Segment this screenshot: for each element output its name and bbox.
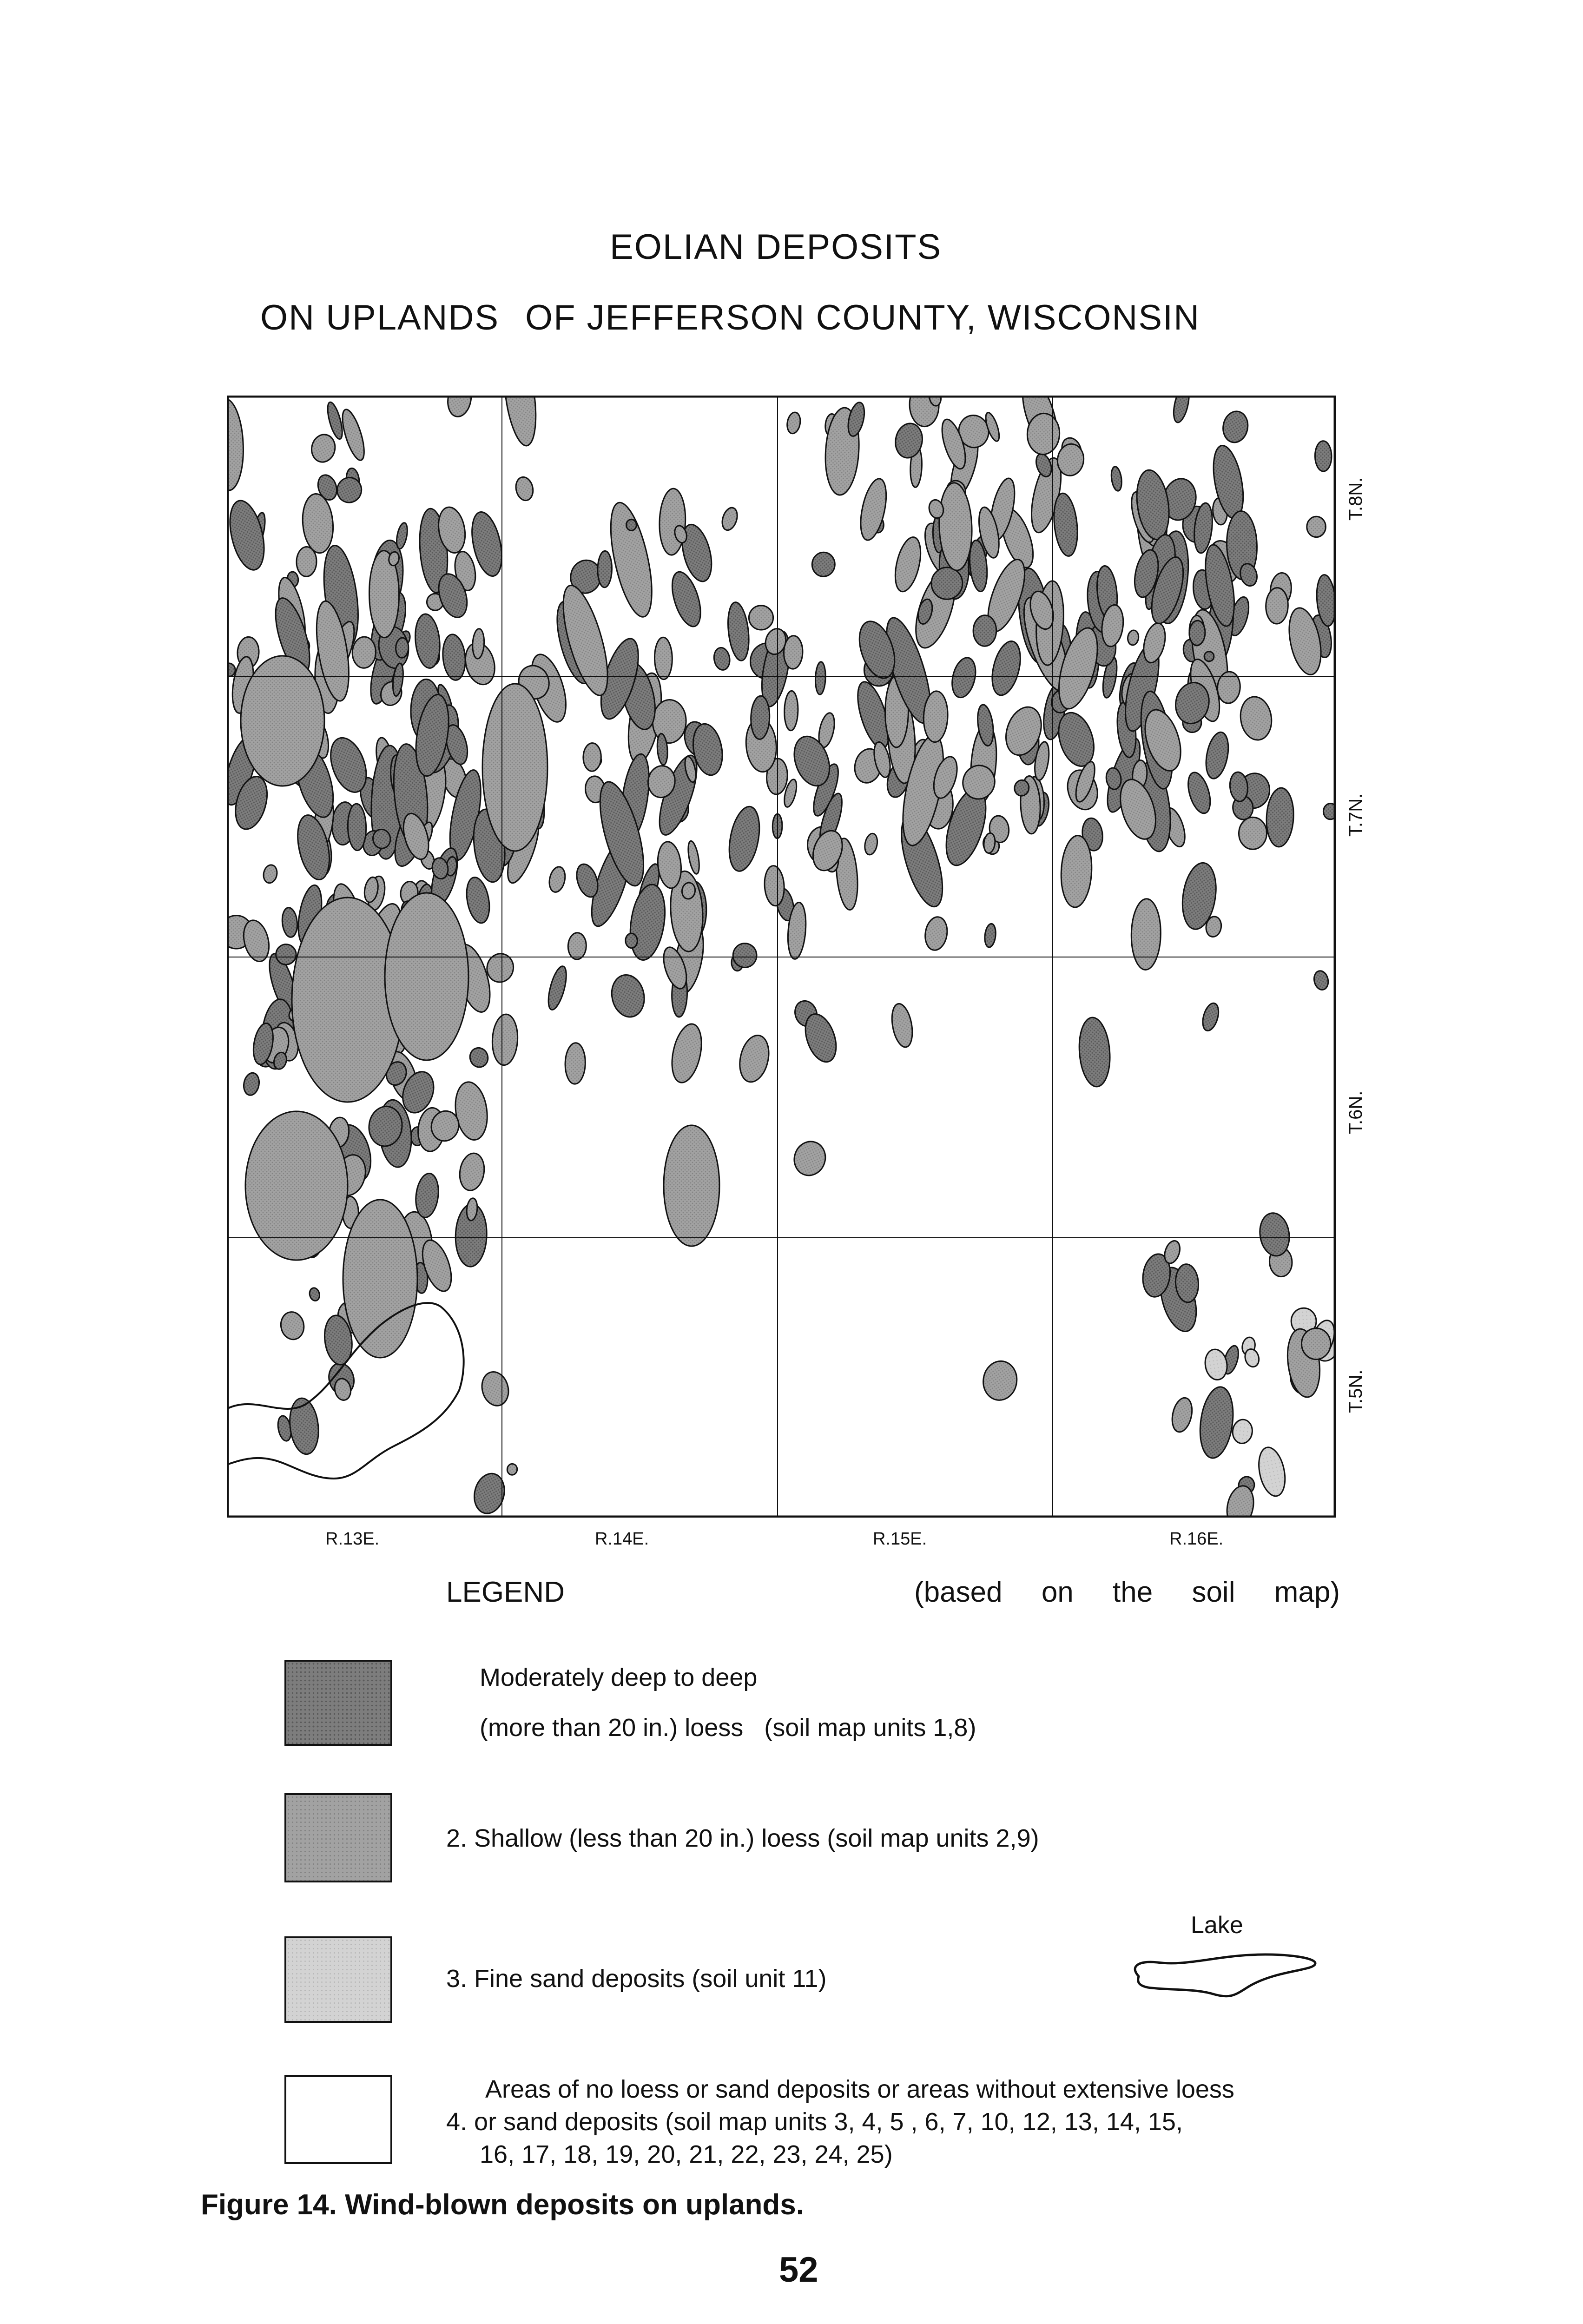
deposit-patch bbox=[973, 615, 997, 646]
deposit-patch bbox=[1315, 441, 1332, 472]
deposit-patch bbox=[547, 865, 567, 894]
deposit-patch bbox=[1200, 1001, 1221, 1032]
deposit-patch bbox=[652, 699, 687, 743]
deposit-patch bbox=[491, 1014, 519, 1066]
deposit-patch bbox=[1239, 817, 1267, 850]
deposit-patch bbox=[1077, 1017, 1112, 1088]
deposit-patch bbox=[1127, 629, 1140, 646]
deposit-patch bbox=[385, 893, 468, 1060]
deposit-patch bbox=[583, 743, 601, 771]
deposit-patch bbox=[597, 551, 612, 588]
deposit-patch bbox=[499, 396, 541, 448]
deposit-patch bbox=[1302, 1328, 1331, 1360]
deposit-patch bbox=[242, 1072, 261, 1096]
figure-caption: Figure 14. Wind-blown deposits on uplands. bbox=[201, 2189, 805, 2221]
deposit-patch bbox=[889, 1002, 916, 1049]
deposit-patch bbox=[784, 691, 798, 731]
deposit-patch bbox=[625, 933, 638, 948]
deposit-patch bbox=[664, 1125, 719, 1246]
deposit-patch bbox=[923, 915, 950, 951]
deposit-patch bbox=[452, 1080, 490, 1142]
deposit-patch bbox=[1231, 1419, 1253, 1445]
deposit-patch bbox=[863, 832, 879, 856]
range-label-r14e: R.14E. bbox=[595, 1529, 649, 1549]
deposit-patch bbox=[785, 411, 802, 435]
deposit-patch bbox=[1255, 1445, 1289, 1499]
deposit-patch bbox=[457, 1151, 487, 1192]
deposit-patch bbox=[227, 398, 245, 491]
deposit-patch bbox=[981, 1359, 1019, 1402]
legend-item4-line1: Areas of no loess or sand deposits or areas without extensive loess bbox=[485, 2075, 1234, 2103]
map-title-line-2b: OF JEFFERSON COUNTY, WISCONSIN bbox=[525, 298, 1200, 337]
deposit-patch bbox=[281, 907, 299, 938]
legend-item1-line1: Moderately deep to deep bbox=[480, 1664, 758, 1691]
deposit-patch bbox=[567, 932, 587, 959]
deposit-patch bbox=[545, 964, 570, 1011]
deposit-patch bbox=[484, 951, 516, 985]
legend-item4-line2: 4. or sand deposits (soil map units 3, 4, 5 , 6, 7, 10, 12, 13, 14, 15, bbox=[446, 2108, 1183, 2136]
deposit-patch bbox=[1238, 694, 1274, 742]
deposit-patch bbox=[626, 519, 637, 531]
deposit-patch bbox=[1060, 835, 1094, 908]
deposit-patch bbox=[565, 1043, 586, 1084]
deposit-patch bbox=[815, 661, 826, 694]
range-label-r16e: R.16E. bbox=[1169, 1529, 1224, 1549]
deposit-patch bbox=[1110, 466, 1123, 491]
deposit-patch bbox=[1204, 651, 1214, 661]
deposit-patch bbox=[1313, 970, 1330, 991]
deposit-patch bbox=[441, 634, 467, 681]
deposit-patch bbox=[726, 601, 752, 661]
legend-swatch-shallow-loess bbox=[284, 1793, 392, 1882]
township-label-t6n: T.6N. bbox=[1346, 1090, 1366, 1134]
deposit-patch bbox=[463, 876, 493, 925]
legend-item4-line3: 16, 17, 18, 19, 20, 21, 22, 23, 24, 25) bbox=[480, 2140, 893, 2168]
deposit-patch bbox=[395, 522, 409, 550]
township-label-t8n-text: T.8N. bbox=[1346, 477, 1366, 521]
legend-basis-word: map) bbox=[1274, 1576, 1340, 1608]
deposit-patch bbox=[414, 1172, 441, 1219]
deposit-patch bbox=[811, 551, 836, 577]
map-canvas bbox=[227, 396, 1336, 1518]
deposit-patch bbox=[749, 605, 773, 630]
deposit-patch bbox=[1051, 492, 1080, 557]
deposit-patch bbox=[482, 684, 547, 851]
legend-lake-label: Lake bbox=[1191, 1912, 1243, 1939]
deposit-patch bbox=[445, 396, 474, 418]
deposit-patch bbox=[712, 647, 731, 671]
legend-lake-symbol bbox=[1111, 1943, 1334, 2008]
legend-item2: 2. Shallow (less than 20 in.) loess (soil map units 2,9) bbox=[446, 1824, 1039, 1852]
township-label-t5n: T.5N. bbox=[1346, 1369, 1366, 1413]
deposit-patch bbox=[736, 1032, 773, 1085]
deposit-patch bbox=[1169, 1396, 1195, 1433]
deposit-patch bbox=[608, 972, 648, 1020]
deposit-patch bbox=[719, 506, 739, 532]
deposit-patch bbox=[1196, 1385, 1237, 1460]
legend-heading: LEGEND bbox=[446, 1576, 565, 1608]
page-number: 52 bbox=[779, 2250, 818, 2290]
deposit-patch bbox=[1220, 409, 1250, 444]
legend-basis-word: the bbox=[1113, 1576, 1153, 1608]
deposit-patch bbox=[413, 613, 442, 669]
deposit-patch bbox=[1203, 1348, 1229, 1381]
deposit-patch bbox=[1171, 396, 1192, 424]
deposit-patch bbox=[396, 638, 409, 658]
deposit-patch bbox=[656, 841, 683, 890]
deposit-patch bbox=[296, 547, 317, 577]
legend-basis-note bbox=[914, 1576, 1340, 1609]
deposit-patch bbox=[890, 535, 925, 594]
deposit-patch bbox=[790, 1137, 830, 1179]
deposit-patch bbox=[654, 637, 673, 680]
deposit-patch bbox=[949, 655, 979, 700]
range-label-r15e: R.15E. bbox=[873, 1529, 927, 1549]
deposit-patch bbox=[987, 638, 1025, 698]
deposit-patch bbox=[514, 475, 535, 502]
township-label-t7n: T.7N. bbox=[1346, 793, 1366, 837]
deposit-patch bbox=[262, 864, 279, 884]
deposit-patch bbox=[856, 476, 891, 542]
deposit-patch bbox=[343, 1200, 417, 1358]
deposit-patch bbox=[308, 1287, 321, 1302]
legend-swatch-none bbox=[284, 2075, 392, 2164]
deposit-patch bbox=[1265, 787, 1295, 848]
deposit-patch bbox=[300, 493, 335, 555]
legend-swatch-fine-sand bbox=[284, 1936, 392, 2023]
deposit-patch bbox=[1307, 516, 1326, 537]
deposit-patch bbox=[309, 432, 337, 464]
deposit-patch bbox=[1189, 621, 1206, 646]
deposit-patch bbox=[626, 882, 669, 963]
deposit-patch bbox=[352, 636, 376, 668]
deposit-patch bbox=[764, 865, 785, 906]
deposit-patch bbox=[478, 1369, 512, 1409]
deposit-patch bbox=[1266, 588, 1289, 624]
range-label-r13e: R.13E. bbox=[325, 1529, 380, 1549]
deposit-patch bbox=[278, 1310, 306, 1341]
deposit-patch bbox=[686, 840, 701, 875]
deposit-patch bbox=[1131, 898, 1161, 970]
legend-basis-word: soil bbox=[1192, 1576, 1235, 1608]
map-title-line-1: EOLIAN DEPOSITS bbox=[610, 227, 942, 267]
deposit-patch bbox=[470, 1470, 508, 1517]
deposit-patch bbox=[931, 567, 963, 600]
legend-basis-word: on bbox=[1041, 1576, 1074, 1608]
legend-basis-word: (based bbox=[914, 1576, 1003, 1608]
legend-swatch-moderately-deep-loess bbox=[284, 1660, 392, 1746]
deposit-patch bbox=[241, 656, 324, 786]
deposit-patch bbox=[667, 1021, 706, 1085]
map-title-line-2a: ON UPLANDS bbox=[260, 298, 500, 337]
deposit-patch bbox=[334, 475, 364, 505]
legend-item1-line2: (more than 20 in.) loess (soil map units 1,8) bbox=[480, 1714, 976, 1742]
deposit-patch bbox=[507, 1463, 518, 1475]
deposit-patch bbox=[845, 401, 867, 437]
deposit-patch bbox=[1203, 730, 1232, 780]
legend-item3: 3. Fine sand deposits (soil unit 11) bbox=[446, 1965, 827, 1993]
deposit-patch bbox=[347, 804, 366, 851]
deposit-patch bbox=[983, 923, 996, 948]
county-map bbox=[227, 396, 1336, 1518]
deposit-patch bbox=[468, 1045, 490, 1070]
deposit-patch bbox=[725, 804, 764, 874]
